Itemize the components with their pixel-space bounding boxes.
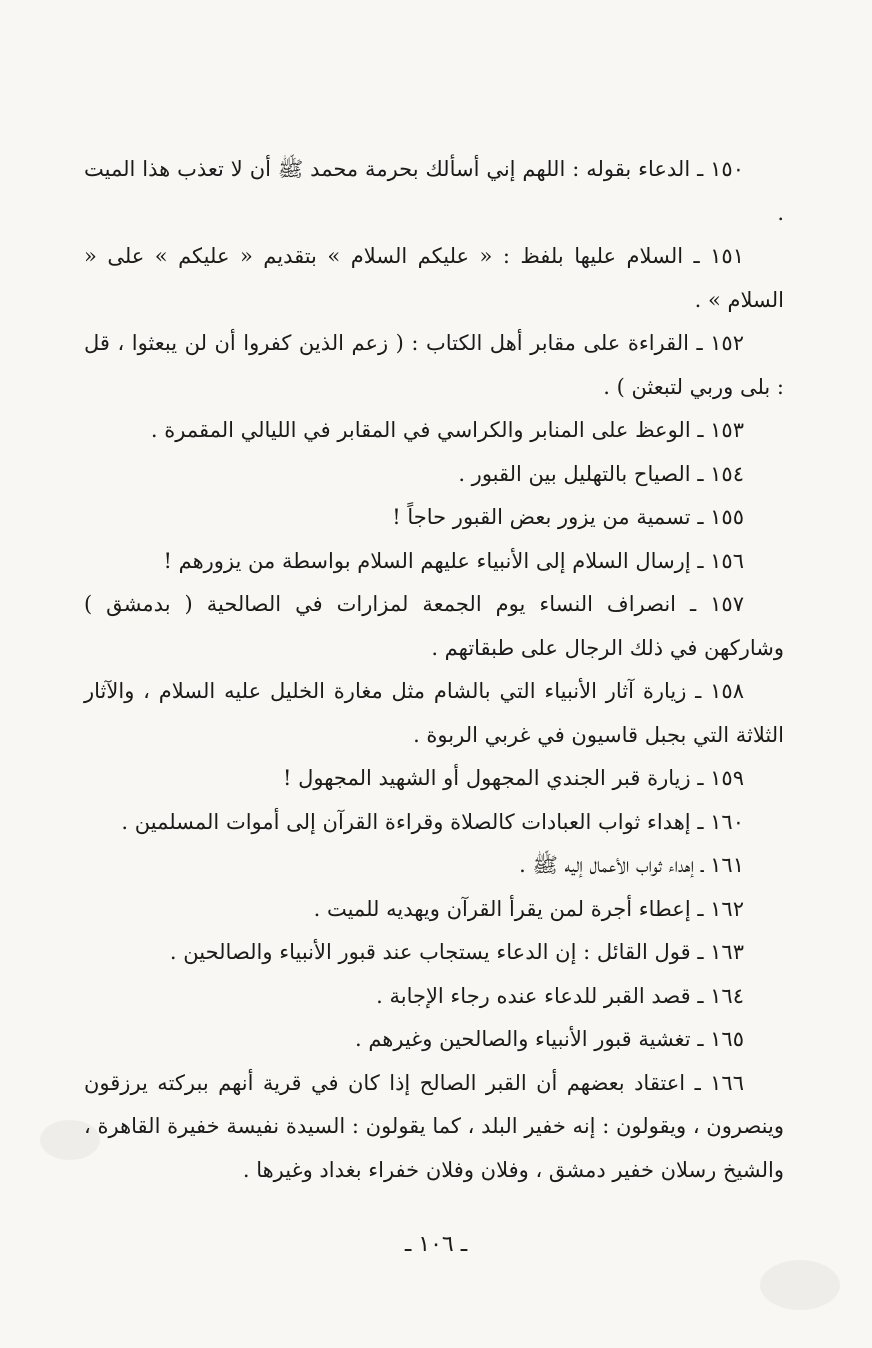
list-item: ١٥٦ ـ إرسال السلام إلى الأنبياء عليهم السلام بواسطة من يزورهم ! <box>163 548 744 573</box>
list-item: ١٦٢ ـ إعطاء أجرة لمن يقرأ القرآن ويهديه للميت . <box>313 896 744 921</box>
list-item: ١٥٢ ـ القراءة على مقابر أهل الكتاب : ( زعم الذين كفروا أن لن يبعثوا ، قل : بلى وربي لتبعثن ) . <box>84 331 784 399</box>
list-item: ١٦٥ ـ تغشية قبور الأنبياء والصالحين وغيرهم . <box>354 1027 744 1051</box>
page-number: ـ ١٠٦ ـ <box>404 1232 468 1257</box>
list-item: ١٥٧ ـ انصراف النساء يوم الجمعة لمزارات في الصالحية ( بدمشق ) وشاركهن في ذلك الرجال على طبقاتهم . <box>84 592 784 660</box>
paper-stain <box>760 1260 840 1310</box>
list-item: ١٥٨ ـ زيارة آثار الأنبياء التي بالشام مثل مغارة الخليل عليه السلام ، والآثار الثلاثة التي بجبل قاسيون في غربي الربوة . <box>84 679 784 747</box>
list-item: ١٥٥ ـ تسمية من يزور بعض القبور حاجاً ! <box>392 505 744 529</box>
list-item: ١٥٩ ـ زيارة قبر الجندي المجهول أو الشهيد المجهول ! <box>282 766 744 790</box>
list-item: ١٥١ ـ السلام عليها بلفظ : « عليكم السلام » بتقديم « عليكم » على « السلام » . <box>84 244 784 312</box>
list-item: ١٦١ ـ إهداء ثواب الأعمال إليه ﷺ . <box>519 853 744 877</box>
list-item: ١٥٠ ـ الدعاء بقوله : اللهم إني أسألك بحرمة محمد ﷺ أن لا تعذب هذا الميت . <box>84 157 784 225</box>
list-item: ١٦٦ ـ اعتقاد بعضهم أن القبر الصالح إذا كان في قرية أنهم ببركته يرزقون وينصرون ، ويقولون : إنه خفير البلد ، كما يقولون : السيدة نفيسة خفيرة القاهرة ، والشيخ رسلان خفير دمشق ، وفلان وفلان خفراء بغداد وغيرها . <box>84 1070 784 1182</box>
list-item: ١٥٤ ـ الصياح بالتهليل بين القبور . <box>458 461 744 486</box>
list-item: ١٥٣ ـ الوعظ على المنابر والكراسي في المقابر في الليالي المقمرة . <box>150 418 744 442</box>
list-item: ١٦٠ ـ إهداء ثواب العبادات كالصلاة وقراءة القرآن إلى أموات المسلمين . <box>121 809 744 834</box>
body-text <box>84 148 784 1192</box>
list-item: ١٦٣ ـ قول القائل : إن الدعاء يستجاب عند قبور الأنبياء والصالحين . <box>169 940 744 964</box>
list-item: ١٦٤ ـ قصد القبر للدعاء عنده رجاء الإجابة . <box>376 983 744 1008</box>
